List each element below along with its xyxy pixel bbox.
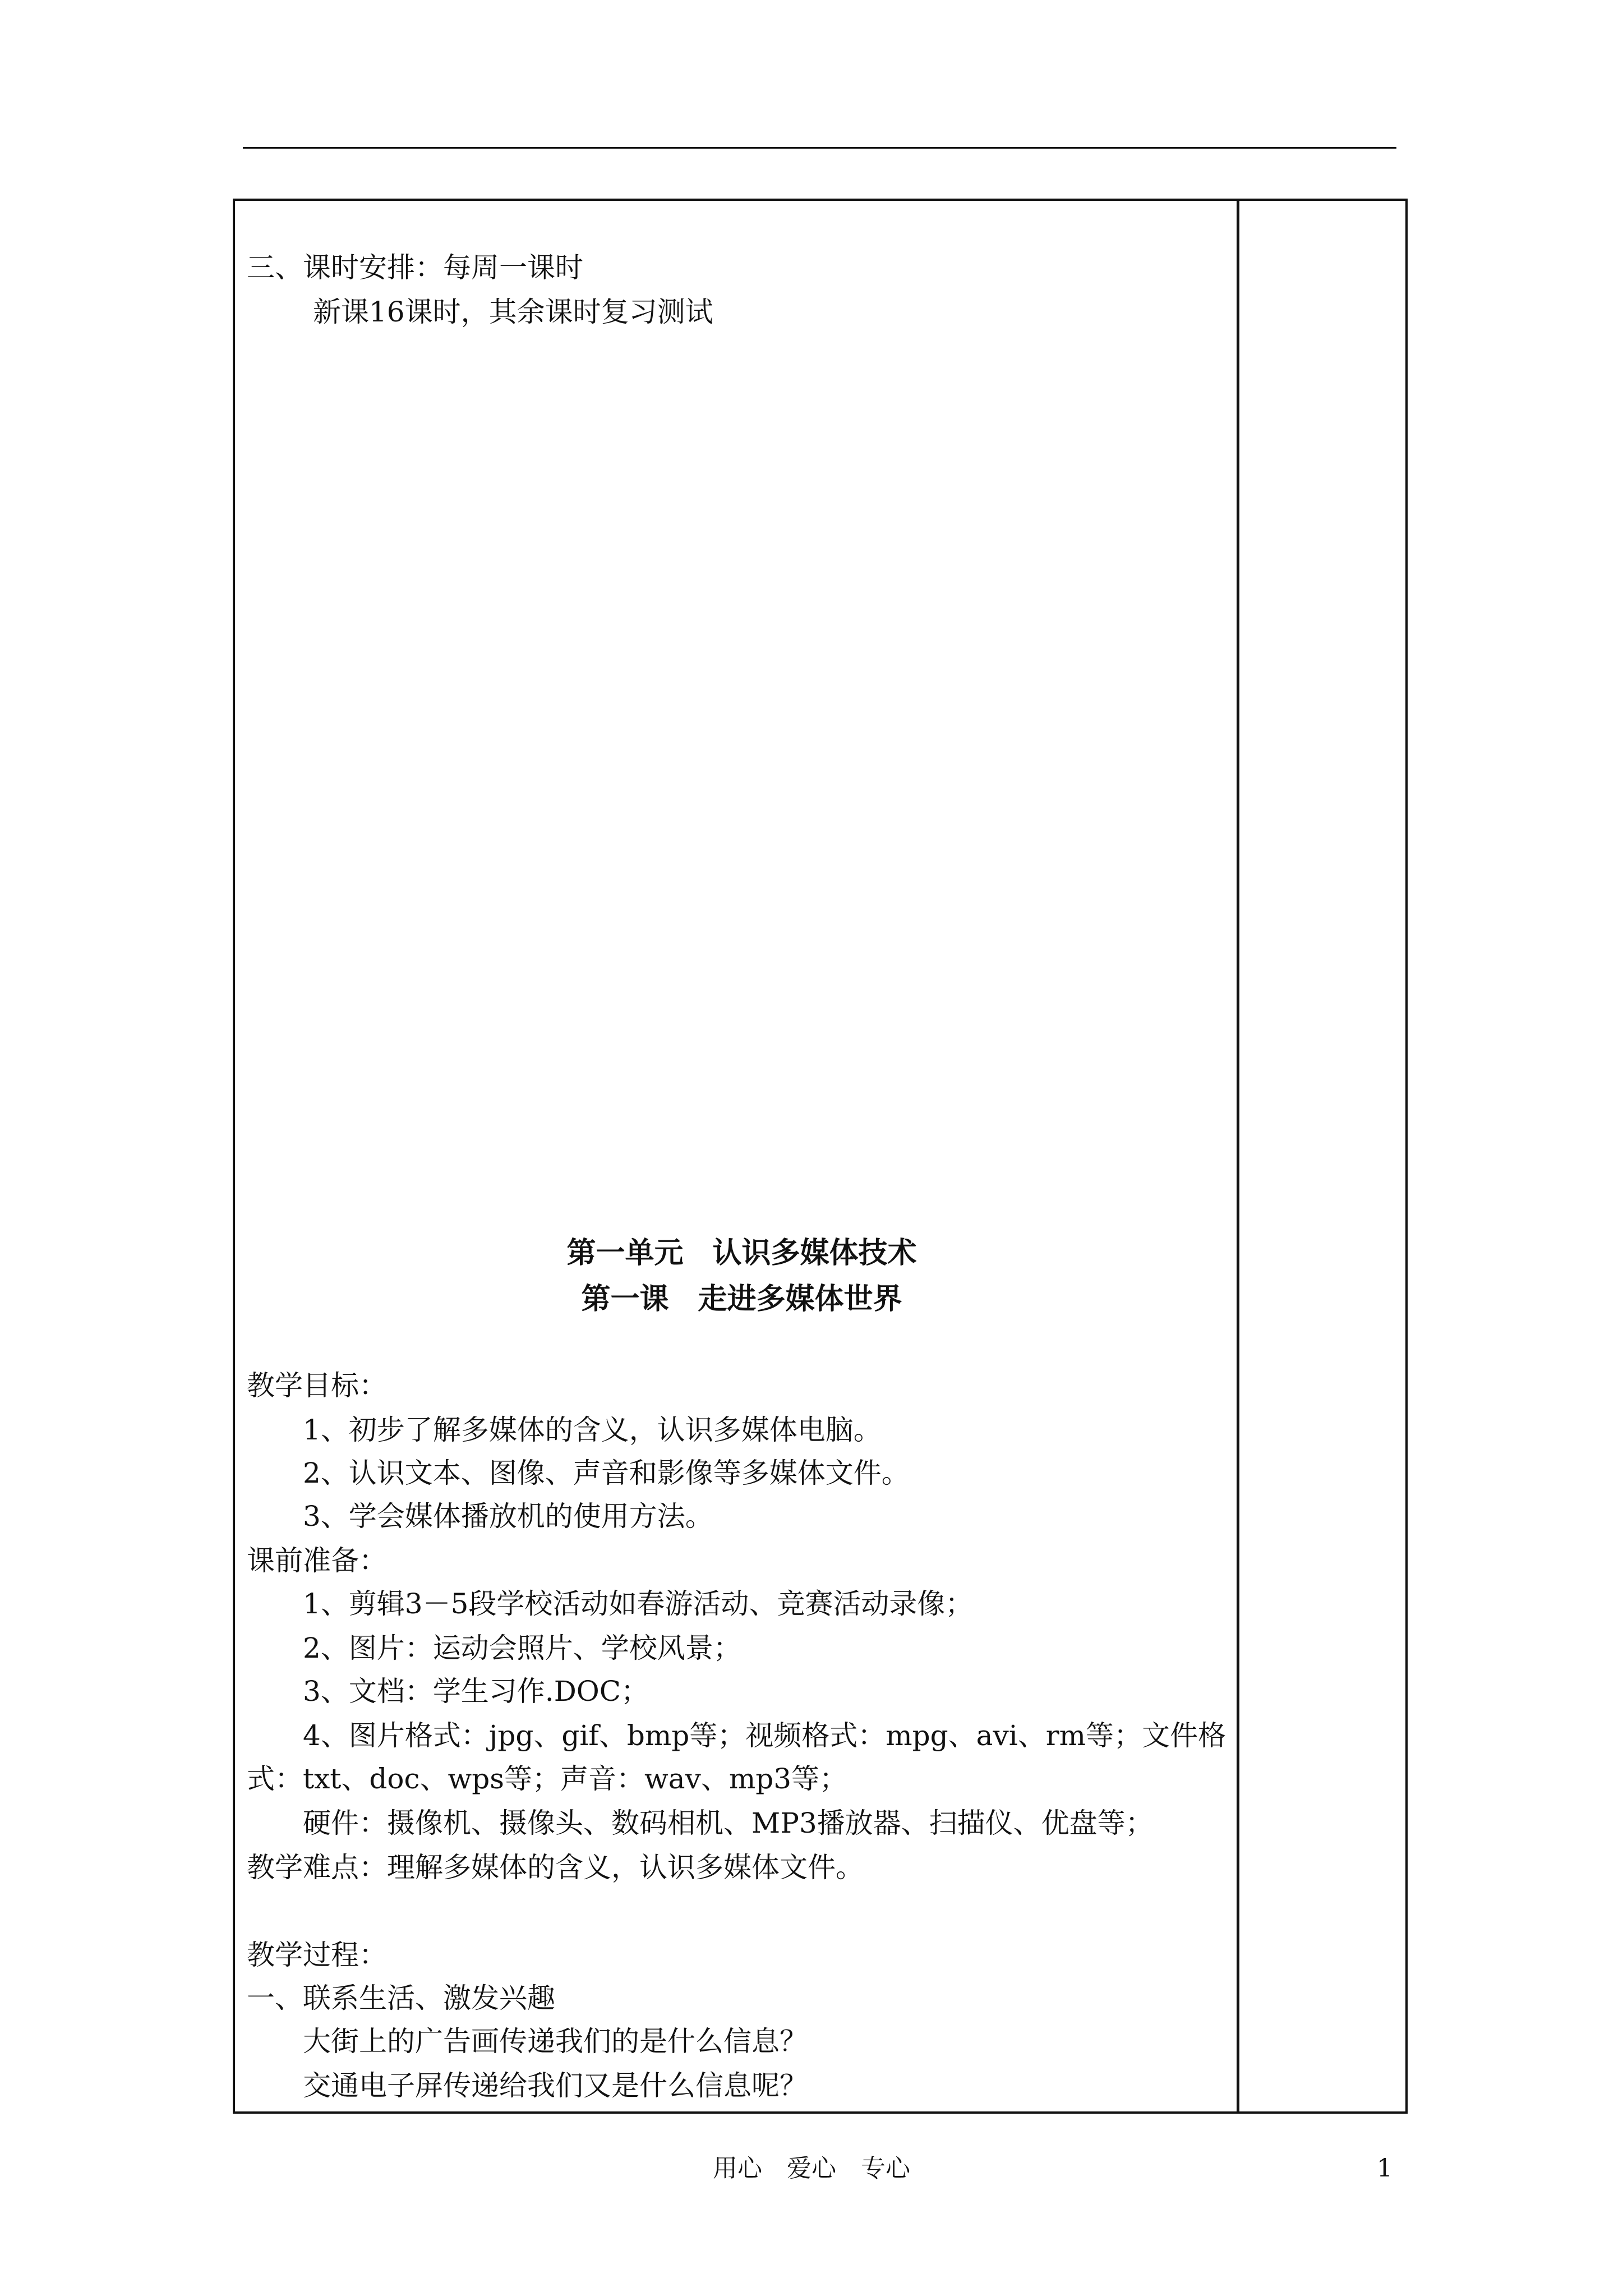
lesson-title: 第一课 走进多媒体世界: [581, 1282, 902, 1316]
process-heading: 教学过程：: [247, 1939, 387, 1971]
unit-title: 第一单元 认识多媒体技术: [566, 1236, 917, 1270]
page-number: 1: [1377, 2154, 1393, 2183]
prep-item: 2、图片：运动会照片、学校风景；: [303, 1632, 741, 1664]
table-column-divider: [1237, 199, 1239, 2114]
hardware-list: 硬件：摄像机、摄像头、数码相机、MP3播放器、扫描仪、优盘等；: [303, 1807, 1154, 1839]
footer-motto: 用心 爱心 专心: [713, 2154, 910, 2183]
prep-item: 1、剪辑3－5段学校活动如春游活动、竞赛活动录像；: [303, 1588, 974, 1620]
process-question: 交通电子屏传递给我们又是什么信息呢？: [303, 2069, 808, 2102]
process-question: 大街上的广告画传递我们的是什么信息？: [303, 2025, 808, 2058]
schedule-detail: 新课16课时，其余课时复习测试: [313, 296, 713, 328]
teaching-difficulty: 教学难点：理解多媒体的含义，认识多媒体文件。: [247, 1851, 864, 1884]
objectives-heading: 教学目标：: [247, 1369, 387, 1402]
objective-item: 3、学会媒体播放机的使用方法。: [303, 1500, 713, 1533]
objective-item: 2、认识文本、图像、声音和影像等多媒体文件。: [303, 1457, 910, 1489]
prep-item: 3、文档：学生习作.DOC；: [303, 1675, 649, 1708]
header-rule: [243, 147, 1396, 149]
schedule-heading: 三、课时安排：每周一课时: [247, 251, 583, 284]
process-step: 一、联系生活、激发兴趣: [247, 1982, 555, 2014]
objective-item: 1、初步了解多媒体的含义，认识多媒体电脑。: [303, 1414, 882, 1446]
prep-heading: 课前准备：: [247, 1544, 387, 1577]
prep-item-continued: 式：txt、doc、wps等；声音：wav、mp3等；: [247, 1763, 848, 1795]
prep-item: 4、图片格式：jpg、gif、bmp等；视频格式：mpg、avi、rm等；文件格: [303, 1719, 1227, 1752]
